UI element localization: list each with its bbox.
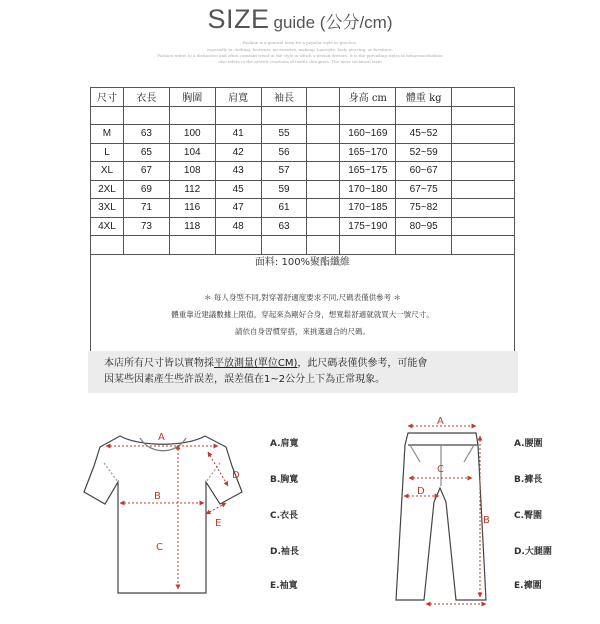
- table-cell: 118: [169, 217, 215, 236]
- header-cell: 肩寬: [215, 88, 261, 107]
- table-cell: 3XL: [91, 199, 124, 218]
- notice-underlined: 平放測量(單位CM): [214, 358, 298, 369]
- table-cell: 104: [169, 143, 215, 162]
- letter-c: C: [437, 464, 444, 475]
- table-cell: 108: [169, 162, 215, 181]
- letter-d: D: [417, 486, 425, 497]
- table-cell: 160~169: [340, 125, 396, 144]
- pants-legend-c: C.臀圍: [514, 511, 543, 521]
- table-cell: 57: [261, 162, 307, 181]
- fine-print-1: Fashion is a general term for a popular style or practice,: [242, 40, 358, 45]
- table-cell: 75~82: [396, 199, 452, 218]
- pants-legend-b: B.褲長: [514, 475, 543, 485]
- table-cell: 55: [261, 125, 307, 144]
- pants-legend-d: D.大腿圍: [514, 547, 552, 557]
- notice-text: ，此尺碼表僅供參考，可能會: [297, 358, 428, 369]
- table-cell: 100: [169, 125, 215, 144]
- table-cell: L: [91, 143, 124, 162]
- fine-print-3: Fashion refers to a distinctive and often constant trend in the style in which a person dresses. It is the prevailing styles in behaviour/fashion: [157, 53, 443, 58]
- table-cell: 63: [123, 125, 169, 144]
- note-line: ＊ 每人身型不同,對穿著舒適度要求不同,尺碼表僅供參考 ＊: [203, 293, 402, 302]
- letter-b: B: [154, 491, 161, 502]
- pants-icon: [396, 433, 486, 600]
- table-cell: 52~59: [396, 143, 452, 162]
- table-cell: M: [91, 125, 124, 144]
- shirt-legend-a: A.肩寬: [270, 439, 299, 449]
- table-cell: 73: [123, 217, 169, 236]
- letter-b: B: [483, 515, 490, 526]
- table-cell: 60~67: [396, 162, 452, 181]
- header-cell: 胸圍: [169, 88, 215, 107]
- table-cell: 45: [215, 180, 261, 199]
- title-sub: guide (公分/cm): [273, 13, 393, 32]
- table-cell: XL: [91, 162, 124, 181]
- pants-legend-e: E.褲圍: [514, 581, 542, 591]
- table-cell: 43: [215, 162, 261, 181]
- fabric-label: 面料: 100%聚酯纖維: [254, 257, 351, 268]
- table-cell: 61: [261, 199, 307, 218]
- table-cell: 116: [169, 199, 215, 218]
- table-cell: 170~180: [340, 180, 396, 199]
- pants-measure-lines: [404, 426, 486, 604]
- letter-a: A: [158, 432, 165, 443]
- table-cell: 67: [123, 162, 169, 181]
- header-cell: 體重 kg: [396, 88, 452, 107]
- table-cell: 48: [215, 217, 261, 236]
- table-cell: 45~52: [396, 125, 452, 144]
- table-cell: 69: [123, 180, 169, 199]
- shirt-legend-b: B.胸寬: [270, 475, 299, 485]
- table-cell: 80~95: [396, 217, 452, 236]
- letter-a: A: [437, 416, 444, 427]
- table-cell: 56: [261, 143, 307, 162]
- table-cell: 170~185: [340, 199, 396, 218]
- table-cell: 67~75: [396, 180, 452, 199]
- fine-print-4: also refers to the newest creations of textile designers. The more technical term: [218, 59, 382, 64]
- tshirt-measure-lines: [106, 445, 228, 589]
- table-cell: 65: [123, 143, 169, 162]
- table-cell: 112: [169, 180, 215, 199]
- shirt-legend-c: C.衣長: [270, 511, 299, 521]
- header-cell: 尺寸: [91, 88, 124, 107]
- header-cell: 身高 cm: [340, 88, 396, 107]
- shirt-legend-d: D.袖長: [270, 547, 299, 557]
- table-cell: 59: [261, 180, 307, 199]
- letter-d: D: [232, 470, 240, 481]
- tshirt-icon: [84, 436, 242, 593]
- table-cell: 42: [215, 143, 261, 162]
- header-cell: 衣長: [123, 88, 169, 107]
- table-cell: 63: [261, 217, 307, 236]
- table-cell: 2XL: [91, 180, 124, 199]
- table-cell: 4XL: [91, 217, 124, 236]
- header-cell: 袖長: [261, 88, 307, 107]
- fine-print-2: especially in clothing, footwear, accessories, makeup, hairstyle, body piercing, or furniture.: [207, 47, 393, 52]
- table-cell: 47: [215, 199, 261, 218]
- notice-text: 本店所有尺寸皆以實物採: [104, 358, 214, 369]
- table-cell: 175~190: [340, 217, 396, 236]
- title-main: SIZE: [207, 4, 270, 34]
- table-cell: 41: [215, 125, 261, 144]
- letter-c: C: [156, 542, 163, 553]
- pants-legend-a: A.腰圍: [514, 439, 543, 449]
- table-cell: 165~175: [340, 162, 396, 181]
- note-line: 請依自身習慣穿搭，來挑選適合的尺碼。: [235, 327, 370, 336]
- table-cell: 165~170: [340, 143, 396, 162]
- letter-e: E: [215, 518, 222, 529]
- note-line: 體重靠近建議數據上限值，穿起來為剛好合身，想寬鬆舒適就就買大一號尺寸。: [171, 310, 434, 319]
- shirt-legend-e: E.袖寬: [270, 581, 298, 591]
- table-cell: 71: [123, 199, 169, 218]
- notice-line-2: 因某些因素產生些許誤差，誤差值在1~2公分上下為正常現象。: [104, 374, 386, 385]
